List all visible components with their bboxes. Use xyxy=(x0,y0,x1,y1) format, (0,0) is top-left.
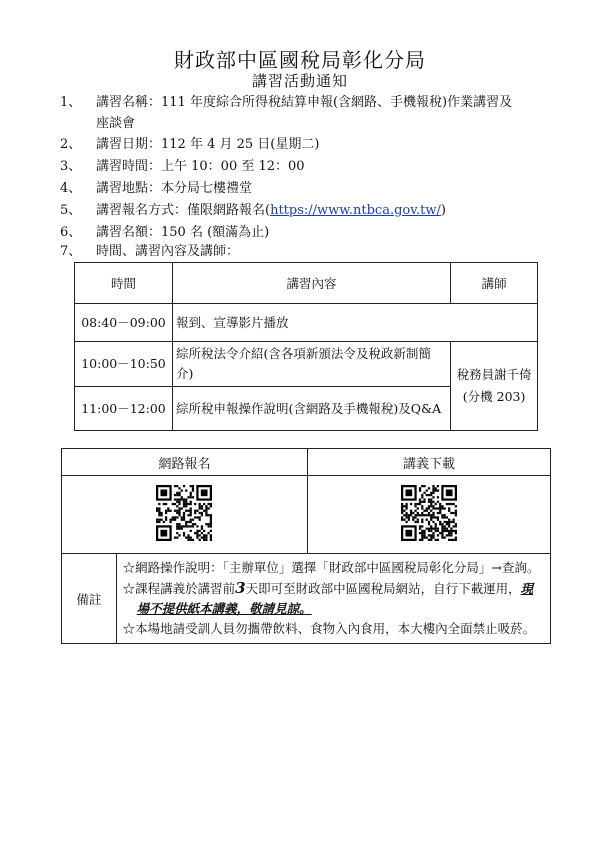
row-time: 10:00－10:50 xyxy=(75,342,173,387)
note-emphasis: 現場不提供紙本講義，敬請見諒。 xyxy=(136,581,534,616)
item-text: 講習名額：150 名 (額滿為止) xyxy=(96,225,270,240)
schedule-header-row xyxy=(75,263,538,304)
note-item: ☆網路操作說明：「主辦單位」選擇「財政部中區國稅局彰化分局」→查詢。 xyxy=(122,560,540,575)
note-text: 天即可至財政部中區國稅局網站，自行下載運用， xyxy=(245,581,521,596)
header-online-registration: 網路報名 xyxy=(62,449,308,476)
note-emphasis-number: 3 xyxy=(235,579,246,597)
item-text: 講習時間：上午 10：00 至 12：00 xyxy=(96,159,305,174)
note-label: 備註 xyxy=(62,554,117,644)
registration-qr-cell xyxy=(62,476,308,554)
row-content: 報到、宣導影片播放 xyxy=(172,304,537,342)
registration-header-row xyxy=(62,449,551,476)
document-title: 財政部中區國稅局彰化分局 xyxy=(174,48,426,72)
note-item: ☆本場地請受訓人員勿攜帶飲料、食物入內食用，本大樓內全面禁止吸菸。 xyxy=(122,621,536,636)
item-number: 6、 xyxy=(60,225,82,240)
table-row xyxy=(75,304,538,342)
handout-qr-cell xyxy=(307,476,550,554)
item-number: 5、 xyxy=(60,203,82,218)
item-number: 7、 xyxy=(60,244,82,259)
item-number: 3、 xyxy=(60,159,82,174)
header-time: 時間 xyxy=(75,263,173,304)
qr-code-icon[interactable] xyxy=(401,485,457,541)
item-number: 2、 xyxy=(60,137,82,152)
item-prefix: 講習報名方式：僅限網路報名( xyxy=(96,203,271,218)
registration-link[interactable]: https://www.ntbca.gov.tw/ xyxy=(270,203,441,218)
table-row xyxy=(75,342,538,387)
row-time: 11:00－12:00 xyxy=(75,387,173,431)
item-number: 4、 xyxy=(60,181,82,196)
item-text: 時間、講習內容及講師： xyxy=(96,244,240,259)
lecturer-cell xyxy=(451,342,538,431)
row-content: 綜所稅申報操作說明(含網路及手機報稅)及Q&A xyxy=(172,387,450,431)
lecturer-extension: (分機 203) xyxy=(462,389,526,404)
row-time: 08:40－09:00 xyxy=(75,304,173,342)
registration-table xyxy=(61,448,551,644)
notes-cell xyxy=(116,554,550,644)
header-lecturer: 講師 xyxy=(451,263,538,304)
item-number: 1、 xyxy=(60,95,82,110)
qr-code-icon[interactable] xyxy=(156,485,212,541)
note-item xyxy=(123,578,544,619)
item-text: 座談會 xyxy=(96,116,136,131)
item-text xyxy=(96,200,576,222)
item-text: 講習日期：112 年 4 月 25 日(星期二) xyxy=(96,137,320,152)
item-text: 講習地點：本分局七樓禮堂 xyxy=(96,181,253,196)
schedule-table xyxy=(74,262,538,431)
item-suffix: ) xyxy=(440,203,446,218)
row-content: 綜所稅法令介紹(含各項新頒法令及稅政新制簡介) xyxy=(172,342,450,387)
header-content: 講習內容 xyxy=(172,263,450,304)
lecturer-name: 稅務員謝千倚 xyxy=(456,367,532,382)
item-text: 講習名稱：111 年度綜合所得稅結算申報(含網路、手機報稅)作業講習及 xyxy=(96,95,513,110)
qr-row xyxy=(62,476,551,554)
note-text: ☆課程講義於講習前 xyxy=(122,581,236,596)
header-handout-download: 講義下載 xyxy=(307,449,550,476)
notes-row xyxy=(62,554,551,644)
document-subtitle: 講習活動通知 xyxy=(251,72,348,90)
